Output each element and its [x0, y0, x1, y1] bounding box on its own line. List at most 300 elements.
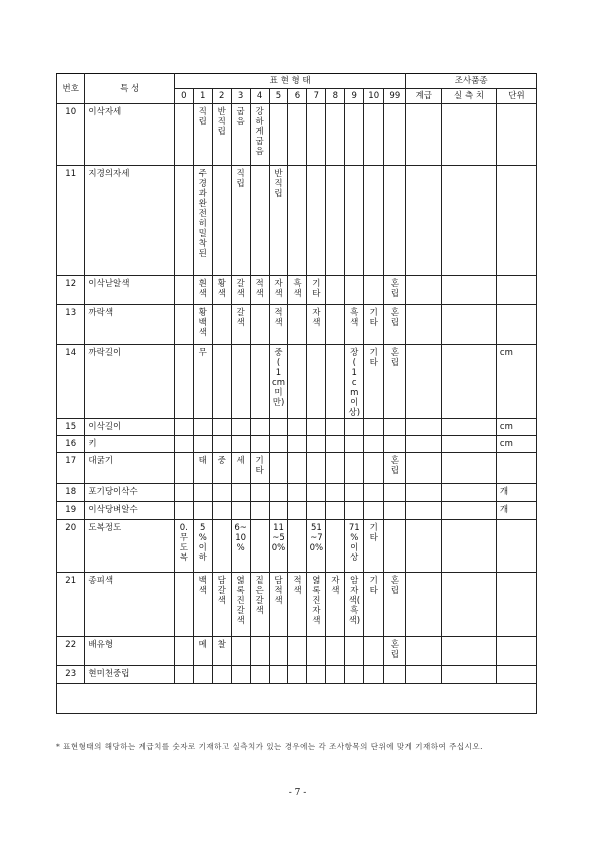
expression-value: 적 색 — [274, 308, 283, 328]
expression-cell — [326, 104, 345, 166]
row-number: 23 — [57, 666, 85, 684]
expression-cell — [231, 637, 250, 666]
expression-cell — [345, 305, 364, 345]
unit-cell — [496, 166, 536, 276]
expression-cell — [174, 166, 193, 276]
expression-cell — [174, 276, 193, 305]
expression-cell — [269, 305, 288, 345]
expression-cell — [364, 502, 384, 520]
expression-value: 기 타 — [369, 576, 378, 596]
row-number: 10 — [57, 104, 85, 166]
expression-cell — [326, 573, 345, 637]
measured-cell — [442, 484, 497, 502]
expression-value: 직 립 — [236, 169, 245, 189]
expression-cell — [269, 573, 288, 637]
expression-value: 흰 색 — [198, 279, 207, 299]
expression-value: 51 ~7 0% — [309, 523, 324, 553]
expression-value: 짙 은 갈 색 — [255, 576, 264, 616]
expression-value: 자 색 — [331, 576, 340, 596]
expression-cell — [345, 436, 364, 453]
expression-cell — [364, 436, 384, 453]
expression-value: 11 ~5 0% — [271, 523, 286, 553]
expression-value: 세 — [236, 456, 245, 466]
table-row — [57, 305, 537, 345]
expression-cell — [193, 666, 212, 684]
expression-cell — [288, 484, 307, 502]
expression-cell — [307, 104, 326, 166]
expression-value: 엷 록 진 자 색 — [312, 576, 321, 626]
expression-cell — [288, 419, 307, 436]
expression-cell — [174, 305, 193, 345]
expression-cell — [307, 436, 326, 453]
row-number: 18 — [57, 484, 85, 502]
expression-cell — [174, 345, 193, 419]
expression-cell — [384, 104, 406, 166]
expression-cell — [326, 520, 345, 573]
measured-cell — [442, 502, 497, 520]
row-trait: 까락길이 — [85, 345, 174, 419]
header-expression: 표 현 형 태 — [174, 74, 406, 89]
unit-cell: cm — [496, 419, 536, 436]
measured-cell — [442, 436, 497, 453]
expression-cell — [307, 305, 326, 345]
expression-cell — [384, 484, 406, 502]
row-trait: 도복정도 — [85, 520, 174, 573]
expression-cell — [307, 666, 326, 684]
expression-cell — [326, 419, 345, 436]
expression-cell — [269, 436, 288, 453]
header-code-0: 0 — [174, 89, 193, 104]
expression-cell — [345, 104, 364, 166]
grade-cell — [406, 637, 442, 666]
expression-cell — [345, 573, 364, 637]
expression-value: 기 타 — [255, 456, 264, 476]
expression-cell — [307, 345, 326, 419]
expression-cell — [288, 502, 307, 520]
expression-cell — [326, 637, 345, 666]
expression-value: 기 타 — [369, 348, 378, 368]
expression-value: 기 타 — [312, 279, 321, 299]
unit-cell — [496, 520, 536, 573]
expression-cell — [269, 276, 288, 305]
expression-cell — [174, 419, 193, 436]
expression-cell — [193, 305, 212, 345]
expression-cell — [193, 436, 212, 453]
expression-value: 기 타 — [369, 308, 378, 328]
expression-cell — [193, 637, 212, 666]
table-row — [57, 484, 537, 502]
expression-cell — [250, 502, 269, 520]
table-row — [57, 104, 537, 166]
expression-cell — [212, 637, 231, 666]
row-number: 21 — [57, 573, 85, 637]
expression-cell — [307, 166, 326, 276]
expression-cell — [174, 502, 193, 520]
table-row — [57, 573, 537, 637]
measured-cell — [442, 453, 497, 484]
table-row — [57, 166, 537, 276]
expression-cell — [326, 666, 345, 684]
grade-cell — [406, 166, 442, 276]
expression-cell — [364, 276, 384, 305]
row-number: 22 — [57, 637, 85, 666]
expression-value: 중 — [217, 456, 226, 466]
header-code-6: 6 — [288, 89, 307, 104]
expression-value: 0. 무 도 복 — [179, 523, 188, 563]
expression-cell — [345, 166, 364, 276]
expression-cell — [288, 166, 307, 276]
expression-cell — [384, 436, 406, 453]
grade-cell — [406, 104, 442, 166]
expression-value: 태 — [198, 456, 207, 466]
table-row — [57, 345, 537, 419]
table-row — [57, 637, 537, 666]
expression-value: 흑 색 — [350, 308, 359, 328]
expression-cell — [212, 502, 231, 520]
expression-cell — [250, 573, 269, 637]
header-no: 번호 — [57, 74, 85, 104]
table-row — [57, 419, 537, 436]
expression-cell — [288, 453, 307, 484]
expression-cell — [364, 484, 384, 502]
expression-cell — [384, 520, 406, 573]
expression-cell — [250, 345, 269, 419]
expression-cell — [288, 276, 307, 305]
expression-cell — [174, 484, 193, 502]
expression-cell — [174, 104, 193, 166]
unit-cell — [496, 453, 536, 484]
row-number: 13 — [57, 305, 85, 345]
expression-value: 혼 립 — [390, 456, 399, 476]
row-trait: 지경의자세 — [85, 166, 174, 276]
expression-cell — [307, 453, 326, 484]
expression-cell — [212, 666, 231, 684]
expression-value: 적 색 — [293, 576, 302, 596]
expression-cell — [326, 436, 345, 453]
expression-cell — [307, 520, 326, 573]
table-row — [57, 502, 537, 520]
expression-cell — [288, 436, 307, 453]
expression-cell — [384, 666, 406, 684]
row-number: 17 — [57, 453, 85, 484]
expression-cell — [193, 573, 212, 637]
row-trait: 이삭당벼알수 — [85, 502, 174, 520]
row-trait: 포기당이삭수 — [85, 484, 174, 502]
row-trait: 이삭자세 — [85, 104, 174, 166]
grade-cell — [406, 453, 442, 484]
header-code-9: 9 — [345, 89, 364, 104]
expression-cell — [364, 666, 384, 684]
expression-value: 적 색 — [255, 279, 264, 299]
expression-cell — [231, 666, 250, 684]
expression-value: 반 직 립 — [274, 169, 283, 199]
expression-cell — [250, 484, 269, 502]
measured-cell — [442, 637, 497, 666]
unit-cell — [496, 573, 536, 637]
unit-cell: cm — [496, 345, 536, 419]
expression-cell — [384, 637, 406, 666]
grade-cell — [406, 484, 442, 502]
expression-cell — [345, 666, 364, 684]
expression-cell — [326, 276, 345, 305]
grade-cell — [406, 502, 442, 520]
header-code-5: 5 — [269, 89, 288, 104]
expression-cell — [250, 305, 269, 345]
expression-cell — [345, 637, 364, 666]
row-trait: 이삭낟알색 — [85, 276, 174, 305]
expression-cell — [212, 305, 231, 345]
expression-value: 71 % 이 상 — [348, 523, 360, 563]
expression-cell — [193, 104, 212, 166]
expression-cell — [250, 666, 269, 684]
measured-cell — [442, 419, 497, 436]
expression-cell — [193, 502, 212, 520]
expression-cell — [384, 502, 406, 520]
expression-cell — [269, 520, 288, 573]
expression-cell — [269, 453, 288, 484]
measured-cell — [442, 166, 497, 276]
expression-cell — [231, 502, 250, 520]
expression-value: 장 ( 1 c m 이 상) — [348, 348, 361, 418]
row-trait: 종피색 — [85, 573, 174, 637]
unit-cell: 개 — [496, 502, 536, 520]
expression-cell — [269, 666, 288, 684]
expression-cell — [193, 484, 212, 502]
expression-value: 혼 립 — [390, 308, 399, 328]
expression-cell — [193, 419, 212, 436]
row-number: 20 — [57, 520, 85, 573]
expression-cell — [384, 305, 406, 345]
expression-cell — [193, 520, 212, 573]
row-trait: 키 — [85, 436, 174, 453]
expression-cell — [212, 484, 231, 502]
unit-cell — [496, 276, 536, 305]
expression-value: 자 색 — [274, 279, 283, 299]
expression-cell — [269, 104, 288, 166]
expression-cell — [174, 436, 193, 453]
header-grade: 계급 — [406, 89, 442, 104]
expression-cell — [326, 305, 345, 345]
expression-cell — [288, 104, 307, 166]
expression-cell — [250, 419, 269, 436]
expression-cell — [231, 419, 250, 436]
measured-cell — [442, 345, 497, 419]
expression-cell — [269, 637, 288, 666]
expression-cell — [307, 484, 326, 502]
expression-cell — [174, 666, 193, 684]
unit-cell — [496, 104, 536, 166]
expression-cell — [345, 520, 364, 573]
unit-cell: cm — [496, 436, 536, 453]
expression-cell — [364, 520, 384, 573]
header-measured: 실 측 치 — [442, 89, 497, 104]
header-code-1: 1 — [193, 89, 212, 104]
expression-value: 담 갈 색 — [217, 576, 226, 606]
expression-cell — [384, 573, 406, 637]
expression-cell — [364, 573, 384, 637]
expression-cell — [250, 520, 269, 573]
row-trait: 대굵기 — [85, 453, 174, 484]
row-trait: 이삭길이 — [85, 419, 174, 436]
blank-cell — [57, 684, 537, 714]
expression-cell — [212, 276, 231, 305]
expression-cell — [288, 305, 307, 345]
expression-value: 직 립 — [198, 107, 207, 127]
expression-cell — [345, 502, 364, 520]
row-number: 19 — [57, 502, 85, 520]
measured-cell — [442, 573, 497, 637]
expression-cell — [231, 166, 250, 276]
expression-value: 자 색 — [312, 308, 321, 328]
header-code-10: 10 — [364, 89, 384, 104]
trait-table-container — [56, 73, 537, 714]
expression-cell — [231, 104, 250, 166]
expression-value: 5 % 이 하 — [198, 523, 207, 563]
expression-cell — [231, 276, 250, 305]
expression-cell — [212, 436, 231, 453]
expression-cell — [326, 166, 345, 276]
row-number: 14 — [57, 345, 85, 419]
expression-cell — [345, 276, 364, 305]
expression-cell — [174, 637, 193, 666]
expression-cell — [193, 453, 212, 484]
expression-cell — [231, 484, 250, 502]
measured-cell — [442, 305, 497, 345]
measured-cell — [442, 104, 497, 166]
expression-cell — [174, 573, 193, 637]
expression-value: 엷 록 진 갈 색 — [236, 576, 245, 626]
expression-cell — [250, 276, 269, 305]
expression-value: 혼 립 — [390, 640, 399, 660]
expression-cell — [212, 104, 231, 166]
expression-value: 흑 색 — [293, 279, 302, 299]
expression-value: 무 — [198, 348, 207, 358]
expression-value: 백 색 — [198, 576, 207, 596]
expression-cell — [364, 453, 384, 484]
expression-value: 기 타 — [369, 523, 378, 543]
expression-cell — [231, 520, 250, 573]
unit-cell: 개 — [496, 484, 536, 502]
grade-cell — [406, 666, 442, 684]
expression-cell — [288, 573, 307, 637]
expression-cell — [231, 436, 250, 453]
expression-cell — [326, 502, 345, 520]
expression-cell — [174, 520, 193, 573]
expression-value: 혼 립 — [390, 279, 399, 299]
expression-cell — [364, 305, 384, 345]
expression-value: 굽 음 — [236, 107, 245, 127]
expression-value: 메 — [198, 640, 207, 650]
expression-cell — [269, 345, 288, 419]
blank-row — [57, 684, 537, 714]
header-survey: 조사품종 — [406, 74, 537, 89]
expression-value: 암 자 색( 흑 색) — [348, 576, 361, 626]
expression-cell — [250, 453, 269, 484]
expression-value: 강 하 게 굽 음 — [255, 107, 264, 157]
expression-cell — [212, 345, 231, 419]
row-trait: 까락색 — [85, 305, 174, 345]
page-number: - 7 - — [288, 788, 307, 798]
table-row — [57, 666, 537, 684]
table-row — [57, 453, 537, 484]
expression-value: 혼 립 — [390, 576, 399, 596]
expression-cell — [307, 573, 326, 637]
expression-cell — [307, 419, 326, 436]
expression-cell — [345, 484, 364, 502]
expression-cell — [250, 637, 269, 666]
expression-cell — [384, 419, 406, 436]
expression-value: 갈 색 — [236, 308, 245, 328]
expression-value: 찰 — [217, 640, 226, 650]
expression-cell — [307, 276, 326, 305]
unit-cell — [496, 305, 536, 345]
measured-cell — [442, 666, 497, 684]
expression-cell — [269, 502, 288, 520]
expression-cell — [364, 345, 384, 419]
header-code-8: 8 — [326, 89, 345, 104]
expression-cell — [384, 166, 406, 276]
expression-cell — [345, 453, 364, 484]
header-trait: 특 성 — [85, 74, 174, 104]
grade-cell — [406, 573, 442, 637]
expression-value: 황 백 색 — [198, 308, 207, 338]
expression-cell — [231, 345, 250, 419]
row-number: 12 — [57, 276, 85, 305]
expression-value: 담 적 색 — [274, 576, 283, 606]
expression-cell — [288, 637, 307, 666]
expression-cell — [193, 166, 212, 276]
expression-cell — [269, 419, 288, 436]
expression-cell — [326, 484, 345, 502]
expression-cell — [193, 345, 212, 419]
expression-cell — [250, 104, 269, 166]
measured-cell — [442, 520, 497, 573]
grade-cell — [406, 436, 442, 453]
expression-value: 갈 색 — [236, 279, 245, 299]
expression-cell — [231, 305, 250, 345]
expression-value: 혼 립 — [390, 348, 399, 368]
expression-cell — [288, 666, 307, 684]
expression-value: 반 직 립 — [217, 107, 226, 137]
unit-cell — [496, 637, 536, 666]
expression-value: 황 색 — [217, 279, 226, 299]
expression-cell — [364, 419, 384, 436]
row-number: 16 — [57, 436, 85, 453]
expression-value: 주 경 과 완 전 히 밀 착 된 — [198, 169, 207, 259]
row-number: 15 — [57, 419, 85, 436]
grade-cell — [406, 419, 442, 436]
expression-cell — [326, 345, 345, 419]
expression-value: 중 ( 1 cm 미 만) — [272, 348, 285, 408]
header-code-4: 4 — [250, 89, 269, 104]
table-row — [57, 436, 537, 453]
expression-cell — [250, 166, 269, 276]
expression-cell — [364, 166, 384, 276]
expression-cell — [231, 453, 250, 484]
expression-cell — [269, 484, 288, 502]
expression-cell — [364, 637, 384, 666]
expression-cell — [250, 436, 269, 453]
expression-cell — [384, 276, 406, 305]
expression-cell — [307, 502, 326, 520]
expression-cell — [212, 453, 231, 484]
row-trait: 배유형 — [85, 637, 174, 666]
expression-cell — [364, 104, 384, 166]
row-trait: 현미천중립 — [85, 666, 174, 684]
header-code-99: 99 — [384, 89, 406, 104]
expression-cell — [193, 276, 212, 305]
table-row — [57, 520, 537, 573]
